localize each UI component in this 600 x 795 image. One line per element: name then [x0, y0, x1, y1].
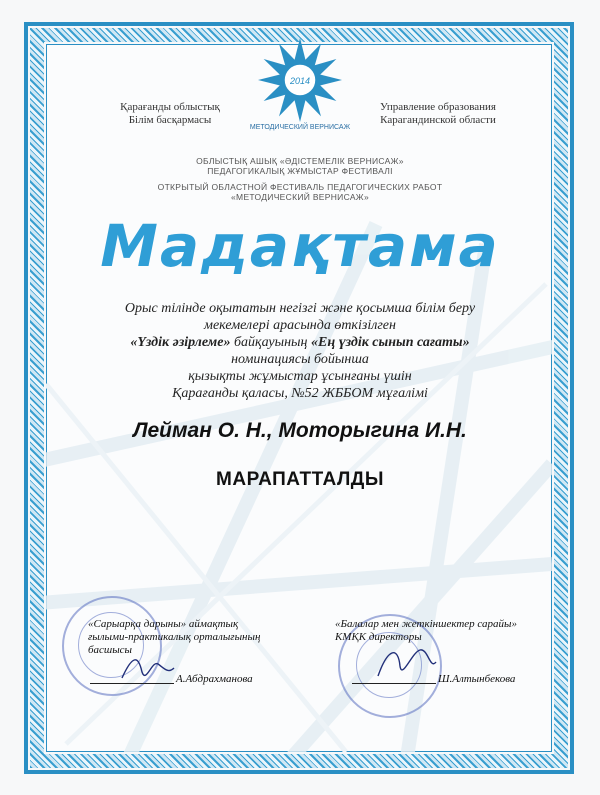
festival-logo [238, 34, 362, 132]
body-line2: мекемелері арасында өткізілген [204, 318, 396, 333]
left-handwritten-signature [118, 650, 178, 684]
contest-name: «Үздік әзірлеме» [130, 335, 231, 350]
body-line3 [60, 334, 540, 351]
header-right-line2: Карагандинской области [380, 114, 496, 126]
body-line3-mid: байқауының [230, 335, 311, 350]
left-signer-line3: басшысы [88, 644, 132, 656]
award-word: МАРАПАТТАЛДЫ [216, 469, 384, 490]
left-signer-line2: ғылыми-практикалық орталығының [88, 631, 261, 643]
body-line4: номинациясы бойынша [231, 352, 369, 367]
logo-caption: МЕТОДИЧЕСКИЙ ВЕРНИСАЖ [249, 124, 351, 131]
body-text [60, 300, 540, 402]
header-left [110, 101, 230, 127]
festival-ru-line2: «МЕТОДИЧЕСКИЙ ВЕРНИСАЖ» [231, 192, 369, 202]
recipient-names: Лейман О. Н., Моторыгина И.Н. [133, 419, 467, 442]
body-line6: Қарағанды қаласы, №52 ЖББОМ мұғалімі [172, 386, 428, 401]
festival-kz-line2: ПЕДАГОГИКАЛЫҚ ЖҰМЫСТАР ФЕСТИВАЛІ [207, 166, 393, 176]
festival-ru [60, 182, 540, 202]
left-signer-name: А.Абдрахманова [176, 673, 253, 685]
right-handwritten-signature [372, 640, 442, 684]
nomination-name: «Ең үздік сынып сағаты» [310, 335, 470, 350]
certificate-title: Мадақтама [100, 212, 500, 280]
logo-year: 2014 [289, 76, 311, 86]
left-signer-line1: «Сарыарқа дарыны» аймақтық [88, 618, 239, 630]
header-right-line1: Управление образования [380, 101, 496, 113]
right-signer-line2: КМҚК директоры [335, 631, 422, 643]
festival-kz-line1: ОБЛЫСТЫҚ АШЫҚ «ӘДІСТЕМЕЛІК ВЕРНИСАЖ» [196, 156, 404, 166]
header-left-line2: Білім басқармасы [128, 114, 212, 126]
festival-ru-line1: ОТКРЫТЫЙ ОБЛАСТНОЙ ФЕСТИВАЛЬ ПЕДАГОГИЧЕСКИХ РАБОТ [157, 182, 443, 192]
body-line5: қызықты жұмыстар ұсынғаны үшін [188, 369, 412, 384]
header-right [368, 101, 508, 127]
header-left-line1: Қарағанды облыстық [120, 101, 220, 113]
festival-kz [60, 156, 540, 176]
body-line1: Орыс тілінде оқытатын негізгі және қосымша білім беру [124, 301, 476, 316]
right-signer-line1: «Балалар мен жеткіншектер сарайы» [335, 618, 517, 630]
right-signer-name: Ш.Алтынбекова [438, 673, 516, 685]
